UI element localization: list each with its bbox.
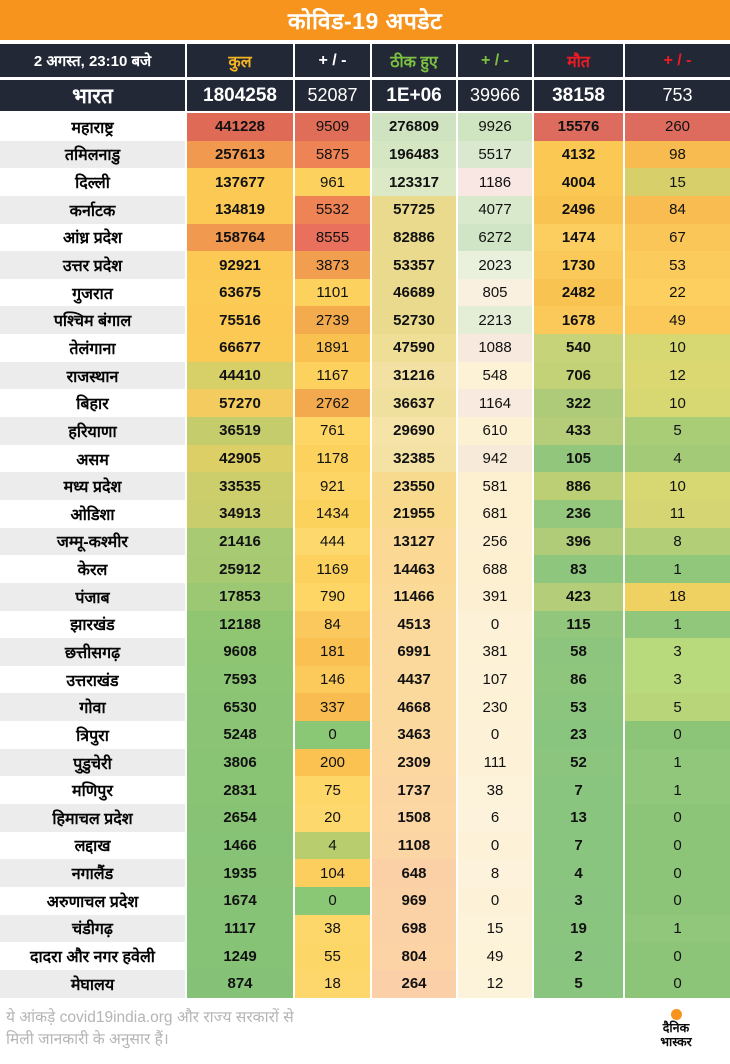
value-cell-total-change: 18 [295,970,370,998]
value-cell-total: 137677 [187,168,293,196]
footer [0,1000,730,1064]
value-cell-recovered: 23550 [372,472,456,500]
timestamp-label: 2 अगस्त, 23:10 बजे [0,44,185,77]
value-cell-deaths-change: 49 [625,306,730,334]
value-cell-recovered-change: 230 [458,693,532,721]
value-cell-deaths: 3 [534,887,623,915]
value-cell-deaths-change: 1 [625,611,730,639]
value-cell-recovered: 264 [372,970,456,998]
dainik-bhaskar-logo [646,1009,706,1050]
value-cell-total-change: 1101 [295,279,370,307]
state-name-cell: गुजरात [72,285,113,303]
value-cell-recovered-change: 1164 [458,389,532,417]
value-cell-recovered-change: 2213 [458,306,532,334]
india-total-change: 52087 [295,80,370,111]
value-cell-deaths: 105 [534,445,623,473]
value-cell-deaths-change: 4 [625,445,730,473]
value-cell-total: 21416 [187,528,293,556]
value-cell-deaths: 2482 [534,279,623,307]
value-cell-deaths-change: 10 [625,334,730,362]
column-header-recovered: ठीक हुए [372,44,456,77]
source-note-line2: मिली जानकारी के अनुसार हैं। [6,1031,169,1049]
column-header-deaths: मौत [534,44,623,77]
value-cell-deaths-change: 15 [625,168,730,196]
value-cell-total: 3806 [187,749,293,777]
state-name-cell: झारखंड [70,617,115,635]
value-cell-recovered: 123317 [372,168,456,196]
source-note-line1: ये आंकड़े covid19india.org और राज्य सरकारों से [6,1009,294,1026]
value-cell-recovered-change: 0 [458,611,532,639]
value-cell-deaths-change: 0 [625,859,730,887]
state-name-cell: त्रिपुरा [76,727,109,745]
value-cell-total: 1466 [187,832,293,860]
state-name-cell: लद्दाख [74,838,111,856]
india-deaths: 38158 [534,80,623,111]
value-cell-deaths-change: 22 [625,279,730,307]
value-cell-deaths: 115 [534,611,623,639]
value-cell-recovered: 196483 [372,141,456,169]
india-deaths-change: 753 [625,80,730,111]
state-name-cell: कर्नाटक [0,196,185,224]
value-cell-recovered-change: 581 [458,472,532,500]
value-cell-total: 441228 [187,113,293,141]
value-cell-deaths: 19 [534,915,623,943]
value-cell-recovered-change: 688 [458,555,532,583]
column-header-deaths-change: + / - [625,44,730,77]
value-cell-total-change: 1178 [295,445,370,473]
value-cell-total: 6530 [187,693,293,721]
india-recovered-change: 39966 [458,80,532,111]
column-header-total: कुल [187,44,293,77]
value-cell-total-change: 181 [295,638,370,666]
column-header-total-change: + / - [295,44,370,77]
value-cell-recovered-change: 805 [458,279,532,307]
value-cell-total: 25912 [187,555,293,583]
value-cell-deaths: 1474 [534,224,623,252]
value-cell-total: 1935 [187,859,293,887]
value-cell-deaths-change: 1 [625,776,730,804]
value-cell-deaths-change: 1 [625,749,730,777]
value-cell-recovered: 648 [372,859,456,887]
value-cell-total: 1674 [187,887,293,915]
value-cell-deaths: 1730 [534,251,623,279]
value-cell-deaths: 886 [534,472,623,500]
value-cell-deaths: 23 [534,721,623,749]
value-cell-deaths-change: 260 [625,113,730,141]
value-cell-recovered: 46689 [372,279,456,307]
value-cell-total-change: 0 [295,721,370,749]
value-cell-recovered: 4437 [372,666,456,694]
value-cell-recovered: 21955 [372,500,456,528]
value-cell-total-change: 5532 [295,196,370,224]
value-cell-total: 66677 [187,334,293,362]
value-cell-recovered-change: 391 [458,583,532,611]
value-cell-recovered: 57725 [372,196,456,224]
india-recovered: 1E+06 [372,80,456,111]
value-cell-total: 36519 [187,417,293,445]
value-cell-total-change: 200 [295,749,370,777]
value-cell-recovered-change: 12 [458,970,532,998]
value-cell-recovered-change: 5517 [458,141,532,169]
value-cell-recovered-change: 15 [458,915,532,943]
value-cell-deaths-change: 8 [625,528,730,556]
value-cell-total-change: 1169 [295,555,370,583]
value-cell-deaths-change: 53 [625,251,730,279]
value-cell-deaths-change: 3 [625,666,730,694]
state-name-cell: जम्मू-कश्मीर [0,528,185,556]
value-cell-recovered-change: 610 [458,417,532,445]
value-cell-deaths: 540 [534,334,623,362]
value-cell-total: 158764 [187,224,293,252]
value-cell-total: 17853 [187,583,293,611]
value-cell-deaths: 13 [534,804,623,832]
state-name-cell: गोवा [0,693,185,721]
value-cell-deaths: 52 [534,749,623,777]
value-cell-deaths: 236 [534,500,623,528]
value-cell-total-change: 4 [295,832,370,860]
value-cell-deaths: 5 [534,970,623,998]
value-cell-total: 874 [187,970,293,998]
value-cell-deaths: 58 [534,638,623,666]
value-cell-deaths-change: 0 [625,970,730,998]
value-cell-total: 9608 [187,638,293,666]
value-cell-recovered-change: 548 [458,362,532,390]
value-cell-recovered-change: 6 [458,804,532,832]
value-cell-recovered-change: 381 [458,638,532,666]
value-cell-recovered: 31216 [372,362,456,390]
state-name-cell: पंजाब [0,583,185,611]
value-cell-deaths-change: 0 [625,832,730,860]
value-cell-recovered-change: 681 [458,500,532,528]
value-cell-total: 5248 [187,721,293,749]
state-name-cell: असम [76,451,109,469]
value-cell-deaths: 86 [534,666,623,694]
value-cell-total: 2831 [187,776,293,804]
value-cell-deaths: 4 [534,859,623,887]
value-cell-total: 57270 [187,389,293,417]
value-cell-deaths-change: 10 [625,389,730,417]
value-cell-recovered-change: 942 [458,445,532,473]
value-cell-recovered: 3463 [372,721,456,749]
value-cell-total-change: 38 [295,915,370,943]
value-cell-recovered-change: 256 [458,528,532,556]
value-cell-total-change: 0 [295,887,370,915]
value-cell-deaths-change: 18 [625,583,730,611]
value-cell-total: 42905 [187,445,293,473]
value-cell-recovered: 29690 [372,417,456,445]
state-name-cell: मेघालय [0,970,185,998]
state-name-cell: मध्य प्रदेश [0,472,185,500]
state-name-cell: आंध्र प्रदेश [62,230,123,248]
value-cell-total-change: 1167 [295,362,370,390]
state-name-cell: दादरा और नगर हवेली [30,949,155,967]
value-cell-total: 257613 [187,141,293,169]
value-cell-recovered: 14463 [372,555,456,583]
value-cell-recovered-change: 6272 [458,224,532,252]
value-cell-total: 63675 [187,279,293,307]
value-cell-total-change: 2739 [295,306,370,334]
value-cell-deaths: 706 [534,362,623,390]
value-cell-deaths: 2496 [534,196,623,224]
value-cell-total: 34913 [187,500,293,528]
value-cell-recovered: 804 [372,942,456,970]
value-cell-deaths: 4004 [534,168,623,196]
value-cell-deaths-change: 0 [625,942,730,970]
value-cell-recovered: 1508 [372,804,456,832]
value-cell-recovered: 32385 [372,445,456,473]
value-cell-total-change: 3873 [295,251,370,279]
value-cell-total-change: 2762 [295,389,370,417]
value-cell-deaths-change: 10 [625,472,730,500]
value-cell-recovered: 4668 [372,693,456,721]
value-cell-deaths: 396 [534,528,623,556]
value-cell-recovered-change: 4077 [458,196,532,224]
state-name-cell: मणिपुर [72,783,113,801]
india-label: भारत [0,80,185,111]
value-cell-total: 92921 [187,251,293,279]
value-cell-total-change: 9509 [295,113,370,141]
state-name-cell: नगालैंड [0,859,185,887]
value-cell-deaths-change: 5 [625,693,730,721]
india-total-row [0,80,730,111]
value-cell-deaths-change: 84 [625,196,730,224]
value-cell-total-change: 5875 [295,141,370,169]
value-cell-deaths-change: 11 [625,500,730,528]
value-cell-deaths-change: 0 [625,887,730,915]
value-cell-deaths-change: 98 [625,141,730,169]
state-name-cell: छत्तीसगढ़ [0,638,185,666]
value-cell-recovered-change: 8 [458,859,532,887]
state-rows-table [0,113,730,998]
value-cell-total-change: 790 [295,583,370,611]
logo-text-line1: दैनिक [662,1021,690,1035]
value-cell-recovered: 2309 [372,749,456,777]
state-name-cell: राजस्थान [0,362,185,390]
state-name-cell: उत्तर प्रदेश [0,251,185,279]
source-note [0,1000,730,1052]
state-name-cell: हिमाचल प्रदेश [0,804,185,832]
value-cell-deaths-change: 1 [625,915,730,943]
value-cell-recovered: 969 [372,887,456,915]
value-cell-recovered: 1737 [372,776,456,804]
value-cell-deaths: 322 [534,389,623,417]
india-total: 1804258 [187,80,293,111]
value-cell-total-change: 961 [295,168,370,196]
value-cell-recovered: 52730 [372,306,456,334]
value-cell-recovered: 6991 [372,638,456,666]
value-cell-deaths: 7 [534,832,623,860]
value-cell-deaths-change: 1 [625,555,730,583]
state-name-cell: केरल [77,562,108,580]
value-cell-deaths-change: 3 [625,638,730,666]
column-header-recovered-change: + / - [458,44,532,77]
value-cell-recovered-change: 9926 [458,113,532,141]
value-cell-total-change: 8555 [295,224,370,252]
state-name-cell: तेलंगाना [69,340,116,358]
value-cell-total-change: 104 [295,859,370,887]
value-cell-recovered: 53357 [372,251,456,279]
state-name-cell: चंडीगढ़ [0,915,185,943]
value-cell-recovered: 13127 [372,528,456,556]
value-cell-deaths: 83 [534,555,623,583]
value-cell-recovered-change: 1088 [458,334,532,362]
value-cell-total-change: 84 [295,611,370,639]
value-cell-deaths-change: 0 [625,721,730,749]
value-cell-total-change: 1891 [295,334,370,362]
value-cell-total: 134819 [187,196,293,224]
page-title: कोविड-19 अपडेट [0,0,730,40]
value-cell-deaths: 15576 [534,113,623,141]
value-cell-total: 1117 [187,915,293,943]
value-cell-total: 2654 [187,804,293,832]
value-cell-recovered: 11466 [372,583,456,611]
value-cell-total-change: 20 [295,804,370,832]
value-cell-recovered: 276809 [372,113,456,141]
value-cell-recovered: 82886 [372,224,456,252]
state-name-cell: हरियाणा [0,417,185,445]
state-name-cell: तमिलनाडु [0,141,185,169]
state-name-cell: ओडिशा [70,506,115,524]
value-cell-total: 33535 [187,472,293,500]
value-cell-deaths: 4132 [534,141,623,169]
logo-sun-icon [671,1009,682,1020]
value-cell-deaths-change: 67 [625,224,730,252]
table-header-row [0,44,730,77]
value-cell-deaths-change: 0 [625,804,730,832]
value-cell-total: 1249 [187,942,293,970]
value-cell-deaths: 2 [534,942,623,970]
value-cell-deaths: 53 [534,693,623,721]
value-cell-recovered: 36637 [372,389,456,417]
value-cell-deaths: 7 [534,776,623,804]
value-cell-total: 75516 [187,306,293,334]
value-cell-total: 7593 [187,666,293,694]
state-name-cell: महाराष्ट्र [71,119,114,137]
value-cell-recovered-change: 111 [458,749,532,777]
value-cell-recovered-change: 107 [458,666,532,694]
value-cell-recovered-change: 2023 [458,251,532,279]
value-cell-deaths: 423 [534,583,623,611]
value-cell-deaths: 433 [534,417,623,445]
state-name-cell: अरुणाचल प्रदेश [46,893,139,911]
value-cell-recovered: 698 [372,915,456,943]
state-name-cell: पश्चिम बंगाल [0,306,185,334]
value-cell-total-change: 761 [295,417,370,445]
value-cell-recovered: 4513 [372,611,456,639]
value-cell-recovered: 1108 [372,832,456,860]
value-cell-deaths: 1678 [534,306,623,334]
value-cell-total-change: 75 [295,776,370,804]
logo-text-line2: भास्कर [660,1034,692,1049]
value-cell-recovered-change: 0 [458,887,532,915]
value-cell-total-change: 1434 [295,500,370,528]
value-cell-recovered-change: 49 [458,942,532,970]
state-name-cell: बिहार [76,396,109,414]
state-name-cell: पुडुचेरी [0,749,185,777]
value-cell-total-change: 55 [295,942,370,970]
value-cell-total-change: 337 [295,693,370,721]
value-cell-total-change: 146 [295,666,370,694]
value-cell-deaths-change: 12 [625,362,730,390]
state-name-cell: उत्तराखंड [66,672,119,690]
value-cell-total-change: 444 [295,528,370,556]
value-cell-recovered: 47590 [372,334,456,362]
value-cell-recovered-change: 0 [458,832,532,860]
value-cell-recovered-change: 1186 [458,168,532,196]
value-cell-deaths-change: 5 [625,417,730,445]
state-name-cell: दिल्ली [75,175,110,193]
value-cell-total-change: 921 [295,472,370,500]
value-cell-recovered-change: 38 [458,776,532,804]
value-cell-recovered-change: 0 [458,721,532,749]
value-cell-total: 44410 [187,362,293,390]
value-cell-total: 12188 [187,611,293,639]
